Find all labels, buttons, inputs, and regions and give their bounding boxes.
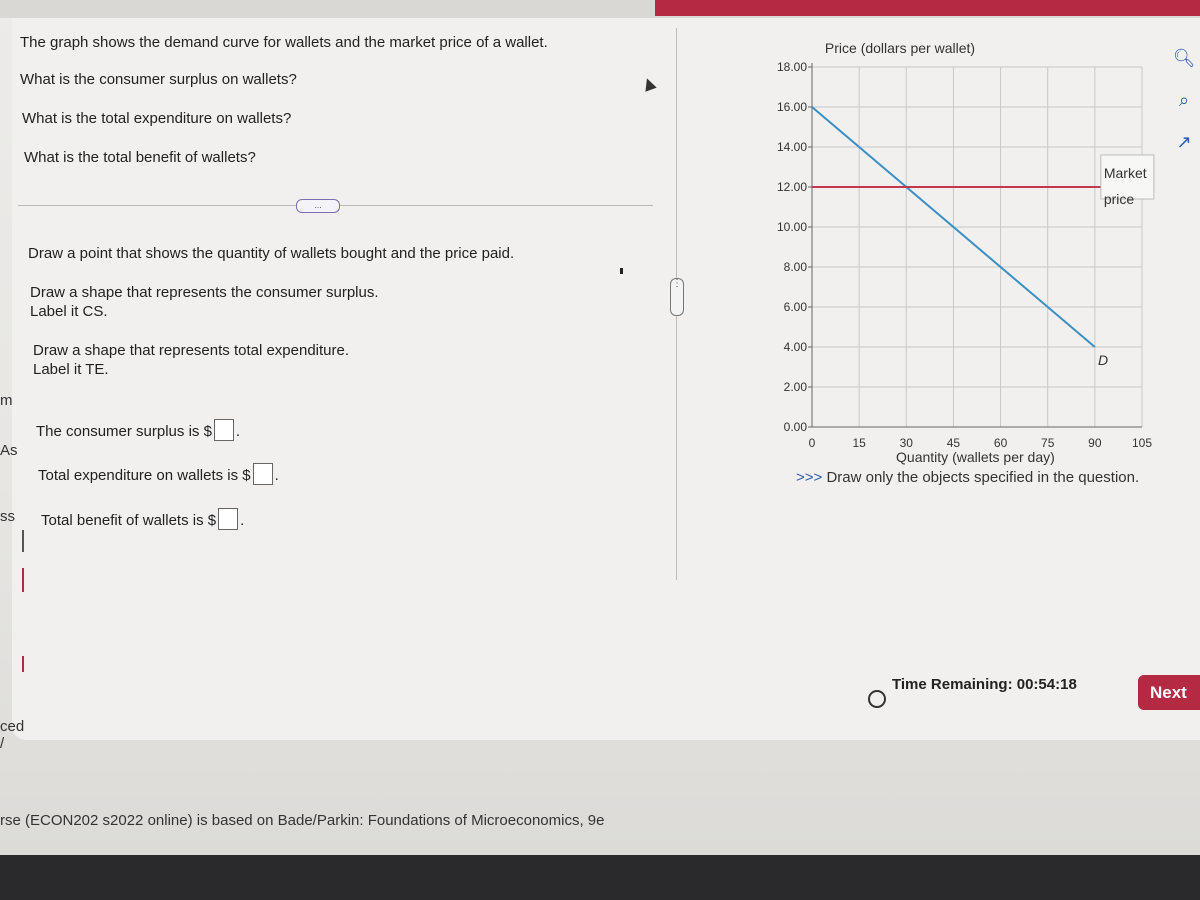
header-accent [655,0,1200,16]
left-nav-edge [0,380,30,752]
x-tick-label: 105 [1131,436,1153,450]
answer-total-expenditure [38,463,279,485]
left-edge-bar [22,568,24,592]
y-tick-label: 16.00 [776,100,807,114]
y-tick-label: 6.00 [783,300,807,314]
x-tick-label: 45 [946,436,961,450]
question-intro: The graph shows the demand curve for wallets and the market price of a wallet. [20,34,548,51]
te-input[interactable] [253,463,273,485]
timer-label: Time Remaining: 00:54:18 [892,676,1077,693]
market-price-label: Market [1103,165,1147,181]
answer-cs-label: The consumer surplus is $ [36,423,212,440]
draw-instruction-note [796,469,1139,486]
tb-input[interactable] [218,508,238,530]
answer-tb-label: Total benefit of wallets is $ [41,512,217,529]
cs-input[interactable] [214,419,234,441]
demand-graph[interactable] [760,30,1160,465]
answer-total-benefit [41,508,244,530]
y-tick-label: 18.00 [776,60,807,74]
question-1: What is the consumer surplus on wallets? [20,71,297,88]
expand-more-button[interactable]: ... [296,199,340,213]
y-tick-label: 2.00 [783,380,807,394]
y-tick-label: 0.00 [783,420,807,434]
y-tick-label: 4.00 [783,340,807,354]
left-edge-text: As [0,442,18,459]
question-2: What is the total expenditure on wallets? [22,110,292,127]
top-strip [0,0,1200,18]
stray-mark [620,268,623,274]
answer-suffix: . [274,467,279,484]
time-remaining [868,676,1077,708]
left-edge-text: m [0,392,13,409]
answer-consumer-surplus [36,419,240,441]
graph-toolbar [1170,48,1198,174]
left-edge-bar [22,530,24,552]
instruction-cs: Draw a shape that represents the consumer surplus. [30,284,379,301]
question-3: What is the total benefit of wallets? [24,149,256,166]
y-tick-label: 8.00 [783,260,807,274]
zoom-out-icon[interactable]: ⌕ [1178,90,1190,110]
answer-suffix: . [240,512,245,529]
x-tick-label: 60 [993,436,1008,450]
left-edge-text: ss [0,508,15,525]
instruction-te: Draw a shape that represents total expenditure. [33,342,350,359]
answer-suffix: . [235,423,241,440]
x-tick-label: 0 [808,436,816,450]
popout-icon[interactable]: ↗ [1176,132,1192,152]
left-edge-bar [22,656,24,672]
y-tick-label: 14.00 [776,140,807,154]
instruction-te-label: Label it TE. [33,361,109,378]
answer-te-label: Total expenditure on wallets is $ [38,467,251,484]
x-tick-label: 30 [899,436,913,450]
instruction-cs-label: Label it CS. [30,303,108,320]
instruction-point: Draw a point that shows the quantity of wallets bought and the price paid. [28,245,515,262]
x-tick-label: 15 [852,436,866,450]
zoom-in-icon[interactable]: 🔍︎ [1172,48,1196,68]
chevron-icon: >>> [796,469,823,486]
x-tick-label: 90 [1088,436,1102,450]
left-edge-text: ced / [0,718,25,752]
pane-resize-handle[interactable]: ⋮ [670,278,684,316]
monitor-bezel [0,855,1200,900]
course-footer: rse (ECON202 s2022 online) is based on Bade/Parkin: Foundations of Microeconomics, 9e [0,812,605,829]
demand-label: D [1098,352,1109,368]
y-axis-title: Price (dollars per wallet) [824,40,976,56]
y-tick-label: 10.00 [776,220,807,234]
market-price-label: price [1103,191,1135,207]
y-tick-label: 12.00 [776,180,807,194]
x-axis-title: Quantity (wallets per day) [896,449,1055,465]
clock-icon [868,690,886,708]
next-button[interactable]: Next [1138,675,1200,710]
x-tick-label: 75 [1041,436,1055,450]
draw-note-text: Draw only the objects specified in the question. [822,469,1140,486]
